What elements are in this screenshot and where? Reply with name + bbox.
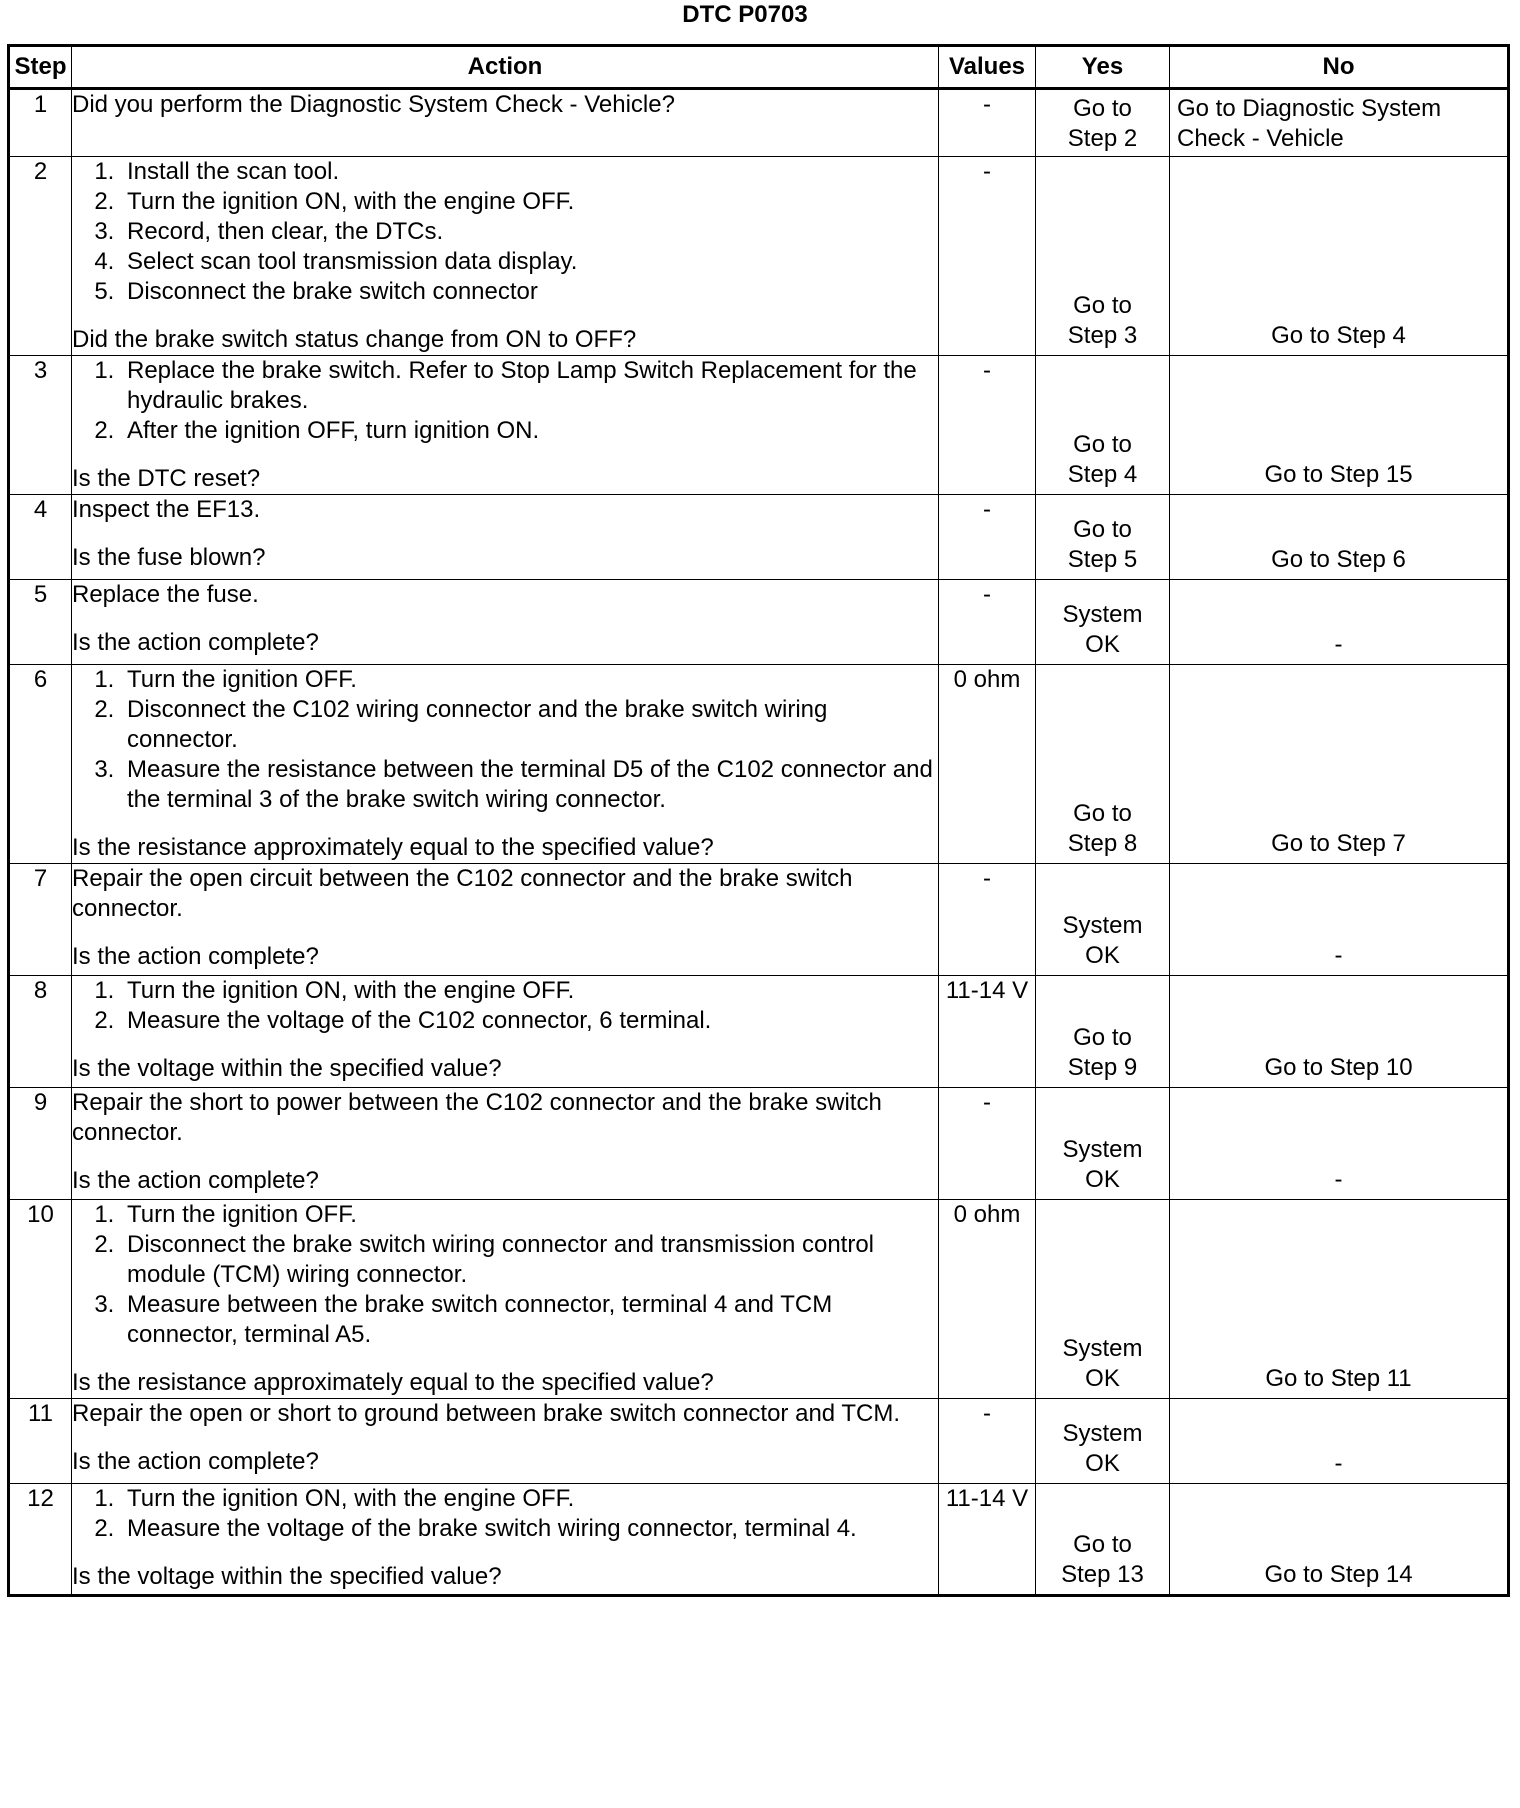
no-cell: [1170, 864, 1509, 976]
table-row: [9, 1399, 1509, 1484]
action-text: Repair the short to power between the C102 connector and the brake switch connector.: [72, 1089, 882, 1146]
yes-outcome: Go to Step 4: [1067, 431, 1138, 488]
action-text: Replace the fuse.: [72, 581, 259, 608]
action-question: Is the fuse blown?: [72, 544, 266, 571]
action-step-item: 2. Disconnect the brake switch wiring connector and transmission control module (TCM) wiring connector.: [121, 1230, 938, 1290]
no-cell: [1170, 1484, 1509, 1596]
spec-value: -: [939, 580, 1036, 665]
action-steps-list: [72, 157, 938, 307]
action-step-item: 4. Select scan tool transmission data display.: [121, 247, 938, 277]
step-number: 5: [9, 580, 72, 665]
no-outcome: Go to Step 11: [1265, 1365, 1412, 1392]
step-number: 11: [9, 1399, 72, 1484]
action-cell: [72, 665, 939, 864]
action-text: Repair the open circuit between the C102 connector and the brake switch connector.: [72, 865, 853, 922]
yes-cell: [1036, 580, 1170, 665]
yes-cell: [1036, 1399, 1170, 1484]
spec-value: -: [939, 1399, 1036, 1484]
action-cell: [72, 356, 939, 495]
spec-value: 0 ohm: [939, 1200, 1036, 1399]
no-outcome: -: [1334, 1450, 1343, 1477]
yes-cell: [1036, 1484, 1170, 1596]
step-number: 1: [9, 89, 72, 157]
yes-outcome: System OK: [1062, 1335, 1143, 1392]
table-row: [9, 1484, 1509, 1596]
yes-cell: [1036, 665, 1170, 864]
step-number: 6: [9, 665, 72, 864]
table-row: [9, 356, 1509, 495]
table-row: [9, 864, 1509, 976]
yes-outcome: System OK: [1062, 912, 1143, 969]
spec-value: -: [939, 157, 1036, 356]
no-cell: [1170, 1399, 1509, 1484]
action-steps-list: [72, 665, 938, 815]
no-cell: [1170, 580, 1509, 665]
diagnostic-table: [7, 44, 1510, 1597]
table-row: [9, 580, 1509, 665]
spec-value: -: [939, 864, 1036, 976]
no-outcome: Go to Diagnostic System Check - Vehicle: [1177, 95, 1442, 152]
action-step-item: 2. After the ignition OFF, turn ignition ON.: [121, 416, 938, 446]
action-question: Is the action complete?: [72, 943, 319, 970]
action-step-item: 1. Replace the brake switch. Refer to Stop Lamp Switch Replacement for the hydraulic brakes.: [121, 356, 938, 416]
action-cell: [72, 1399, 939, 1484]
no-cell: [1170, 665, 1509, 864]
step-number: 9: [9, 1088, 72, 1200]
no-cell: [1170, 495, 1509, 580]
spec-value: -: [939, 356, 1036, 495]
spec-value: 0 ohm: [939, 665, 1036, 864]
action-text: Repair the open or short to ground between brake switch connector and TCM.: [72, 1400, 901, 1427]
yes-outcome: System OK: [1062, 1136, 1143, 1193]
step-number: 4: [9, 495, 72, 580]
yes-outcome: Go to Step 3: [1067, 292, 1138, 349]
title-text: DTC P0703: [682, 1, 808, 28]
yes-cell: [1036, 976, 1170, 1088]
no-outcome: Go to Step 7: [1271, 830, 1406, 857]
action-text: Did you perform the Diagnostic System Check - Vehicle?: [72, 91, 675, 118]
no-outcome: -: [1334, 631, 1343, 658]
yes-cell: [1036, 864, 1170, 976]
no-outcome: Go to Step 4: [1271, 322, 1406, 349]
action-question: Is the resistance approximately equal to the specified value?: [72, 1369, 714, 1396]
header-no: No: [1170, 46, 1509, 89]
spec-value: 11-14 V: [939, 1484, 1036, 1596]
no-cell: [1170, 356, 1509, 495]
action-step-item: 1. Turn the ignition OFF.: [121, 1200, 938, 1230]
action-cell: [72, 495, 939, 580]
table-row: [9, 1200, 1509, 1399]
yes-cell: [1036, 1200, 1170, 1399]
spec-value: -: [939, 89, 1036, 157]
action-step-item: 1. Turn the ignition ON, with the engine OFF.: [121, 976, 938, 1006]
step-number: 10: [9, 1200, 72, 1399]
yes-cell: [1036, 157, 1170, 356]
header-yes: Yes: [1036, 46, 1170, 89]
no-cell: [1170, 89, 1509, 157]
yes-cell: [1036, 356, 1170, 495]
no-outcome: Go to Step 14: [1264, 1561, 1413, 1588]
action-step-item: 3. Measure the resistance between the terminal D5 of the C102 connector and the terminal 3 of the brake switch wiring connector.: [121, 755, 938, 815]
no-cell: [1170, 157, 1509, 356]
no-outcome: -: [1334, 942, 1343, 969]
table-row: [9, 665, 1509, 864]
action-steps-list: [72, 1484, 938, 1544]
step-number: 7: [9, 864, 72, 976]
header-step: Step: [9, 46, 72, 89]
yes-cell: [1036, 1088, 1170, 1200]
action-step-item: 2. Turn the ignition ON, with the engine OFF.: [121, 187, 938, 217]
action-step-item: 2. Measure the voltage of the brake switch wiring connector, terminal 4.: [121, 1514, 938, 1544]
yes-cell: [1036, 89, 1170, 157]
action-cell: [72, 1088, 939, 1200]
header-action: Action: [72, 46, 939, 89]
action-step-item: 1. Turn the ignition OFF.: [121, 665, 938, 695]
yes-outcome: Go to Step 13: [1061, 1531, 1144, 1588]
no-outcome: Go to Step 15: [1264, 461, 1413, 488]
action-question: Is the voltage within the specified value?: [72, 1563, 502, 1590]
action-question: Is the resistance approximately equal to the specified value?: [72, 834, 714, 861]
yes-outcome: Go to Step 5: [1067, 516, 1138, 573]
yes-outcome: System OK: [1062, 1420, 1143, 1477]
spec-value: 11-14 V: [939, 976, 1036, 1088]
action-step-item: 2. Measure the voltage of the C102 connector, 6 terminal.: [121, 1006, 938, 1036]
action-step-item: 5. Disconnect the brake switch connector: [121, 277, 938, 307]
no-outcome: Go to Step 10: [1264, 1054, 1413, 1081]
action-steps-list: [72, 1200, 938, 1350]
step-number: 2: [9, 157, 72, 356]
table-row: [9, 89, 1509, 157]
header-row: [9, 46, 1509, 89]
action-question: Is the action complete?: [72, 1167, 319, 1194]
action-cell: [72, 580, 939, 665]
yes-outcome: Go to Step 2: [1067, 95, 1138, 152]
action-cell: [72, 864, 939, 976]
table-row: [9, 157, 1509, 356]
action-steps-list: [72, 356, 938, 446]
table-row: [9, 495, 1509, 580]
yes-outcome: Go to Step 8: [1067, 800, 1138, 857]
no-outcome: -: [1334, 1166, 1343, 1193]
step-number: 3: [9, 356, 72, 495]
step-number: 8: [9, 976, 72, 1088]
no-cell: [1170, 1088, 1509, 1200]
action-question: Is the voltage within the specified value?: [72, 1055, 502, 1082]
yes-outcome: Go to Step 9: [1067, 1024, 1138, 1081]
header-values: Values: [939, 46, 1036, 89]
table-row: [9, 976, 1509, 1088]
action-step-item: 3. Measure between the brake switch connector, terminal 4 and TCM connector, terminal A5.: [121, 1290, 938, 1350]
table-body: [9, 89, 1509, 1596]
yes-outcome: System OK: [1062, 601, 1143, 658]
action-step-item: 2. Disconnect the C102 wiring connector and the brake switch wiring connector.: [121, 695, 938, 755]
no-cell: [1170, 1200, 1509, 1399]
document-title: [0, 0, 1520, 32]
action-question: Did the brake switch status change from ON to OFF?: [72, 326, 637, 353]
yes-cell: [1036, 495, 1170, 580]
action-step-item: 1. Install the scan tool.: [121, 157, 938, 187]
action-question: Is the DTC reset?: [72, 465, 261, 492]
action-cell: [72, 976, 939, 1088]
action-text: Inspect the EF13.: [72, 496, 261, 523]
action-step-item: 1. Turn the ignition ON, with the engine OFF.: [121, 1484, 938, 1514]
spec-value: -: [939, 495, 1036, 580]
action-step-item: 3. Record, then clear, the DTCs.: [121, 217, 938, 247]
action-question: Is the action complete?: [72, 629, 319, 656]
no-cell: [1170, 976, 1509, 1088]
action-cell: [72, 89, 939, 157]
no-outcome: Go to Step 6: [1271, 546, 1406, 573]
spec-value: -: [939, 1088, 1036, 1200]
table-row: [9, 1088, 1509, 1200]
action-question: Is the action complete?: [72, 1448, 319, 1475]
action-cell: [72, 1200, 939, 1399]
step-number: 12: [9, 1484, 72, 1596]
action-steps-list: [72, 976, 938, 1036]
action-cell: [72, 1484, 939, 1596]
action-cell: [72, 157, 939, 356]
